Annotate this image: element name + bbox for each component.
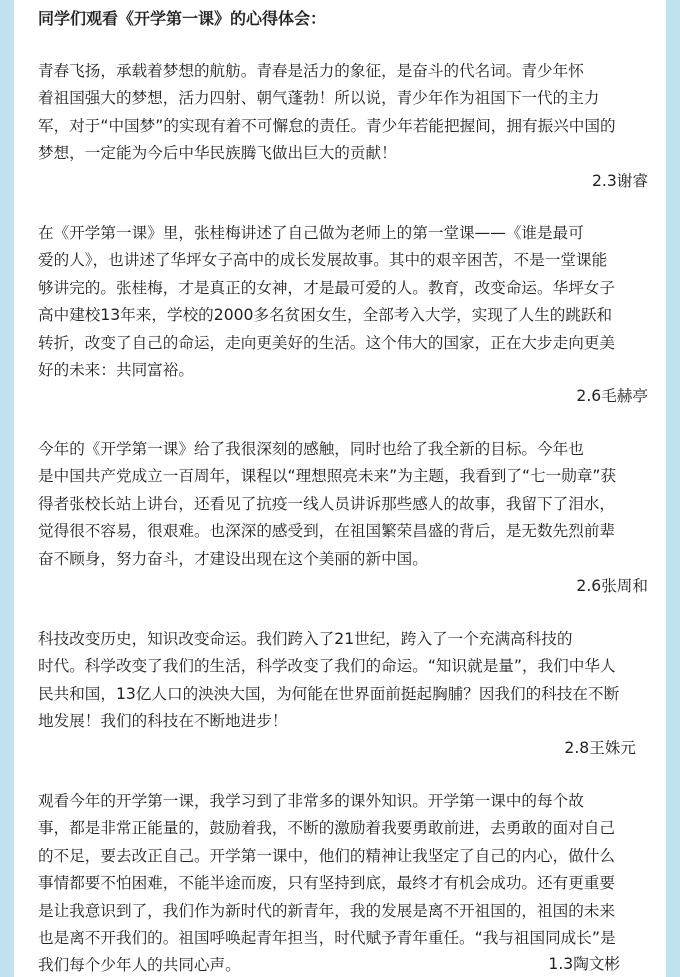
entry-3-signature: 2.6张周和 [576, 577, 648, 595]
entry-4-line-4: 地发展！我们的科技在不断地进步！ [38, 712, 288, 731]
entry-4-text [38, 626, 658, 736]
entry-4-line-3: 民共和国，13亿人口的泱泱大国，为何能在世界面前挺起胸脯？因我们的科技在不断 [38, 684, 620, 703]
entry-2-line-5: 转折，改变了自己的命运，走向更美好的生活。这个伟大的国家，正在大步走向更美 [38, 333, 615, 352]
entry-1-line-2: 着祖国强大的梦想，活力四射、朝气蓬勃！所以说，青少年作为祖国下一代的主力 [38, 89, 600, 108]
entry-2-signature: 2.6毛赫亭 [576, 387, 648, 405]
entry-5-line-5: 是让我意识到了，我们作为新时代的新青年，我的发展是离不开祖国的，祖国的未来 [38, 901, 615, 920]
entry-5-line-4: 事情都要不怕困难，不能半途而废，只有坚持到底，最终才有机会成功。还有更重要 [38, 874, 615, 893]
entry-3-text [38, 436, 658, 573]
entry-1-line-1: 青春飞扬，承载着梦想的航舫。青春是活力的象征，是奋斗的代名词。青少年怀 [38, 62, 584, 80]
entry-1-text [38, 58, 658, 168]
entry-2-line-4: 高中建校13年来，学校的2000多名贫困女生，全部考入大学，实现了人生的跳跃和 [38, 306, 613, 325]
entry-2-line-2: 爱的人》，也讲述了华坪女子高中的成长发展故事。其中的艰辛困苦，不是一堂课能 [38, 251, 608, 270]
left-border-band [0, 0, 14, 977]
entry-5-text [38, 788, 658, 977]
entry-4-signature: 2.8王姝元 [564, 739, 636, 757]
entry-5-line-7: 我们每个少年人的共同心声。 [38, 956, 241, 975]
entry-2-text [38, 220, 658, 384]
entry-1-signature: 2.3谢睿 [592, 172, 648, 190]
entry-4-line-1: 科技改变历史，知识改变命运。我们跨入了21世纪，跨入了一个充满高科技的 [38, 630, 573, 648]
entry-1-line-3: 军，对于“中国梦”的实现有着不可懈怠的责任。青少年若能把握间，拥有振兴中国的 [38, 116, 616, 135]
entry-3-line-2: 是中国共产党成立一百周年，课程以“理想照亮未来”为主题，我看到了“七一勋章”获 [38, 467, 617, 486]
entry-2-line-1: 在《开学第一课》里，张桂梅讲述了自己做为老师上的第一堂课——《谁是最可 [38, 224, 584, 242]
right-border-band [666, 0, 680, 977]
entry-5-signature: 1.3陶文彬 [548, 955, 620, 973]
entry-3-line-5: 奋不顾身，努力奋斗，才建设出现在这个美丽的新中国。 [38, 549, 428, 568]
entry-5-line-3: 的不足，要去改正自己。开学第一课中，他们的精神让我坚定了自己的内心，做什么 [38, 846, 615, 865]
entry-1-line-4: 梦想，一定能为今后中华民族腾飞做出巨大的贡献！ [38, 144, 397, 163]
entry-5-line-1: 观看今年的开学第一课，我学习到了非常多的课外知识。开学第一课中的每个故 [38, 792, 584, 810]
entry-3-line-3: 得者张校长站上讲台，还看见了抗疫一线人员讲诉那些感人的故事，我留下了泪水， [38, 494, 615, 513]
article-paper [14, 0, 666, 977]
entry-3-line-4: 觉得很不容易，很艰难。也深深的感受到，在祖国繁荣昌盛的背后，是无数先烈前辈 [38, 522, 615, 541]
entry-4-line-2: 时代。科学改变了我们的生活，科学改变了我们的命运。“知识就是量”，我们中华人 [38, 657, 616, 676]
article-title: 同学们观看《开学第一课》的心得体会： [38, 9, 327, 28]
entry-3-line-1: 今年的《开学第一课》给了我很深刻的感触，同时也给了我全新的目标。今年也 [38, 440, 584, 458]
entry-2-line-3: 够讲完的。张桂梅，才是真正的女神，才是最可爱的人。教育，改变命运。华坪女子 [38, 278, 615, 297]
entry-5-line-2: 事，都是非常正能量的，鼓励着我，不断的激励着我要勇敢前进，去勇敢的面对自己 [38, 819, 615, 838]
entry-2-line-6: 好的未来：共同富裕。 [38, 360, 194, 379]
entry-5-line-6: 也是离不开我们的。祖国呼唤起青年担当，时代赋予青年重任。“我与祖国同成长”是 [38, 928, 616, 947]
